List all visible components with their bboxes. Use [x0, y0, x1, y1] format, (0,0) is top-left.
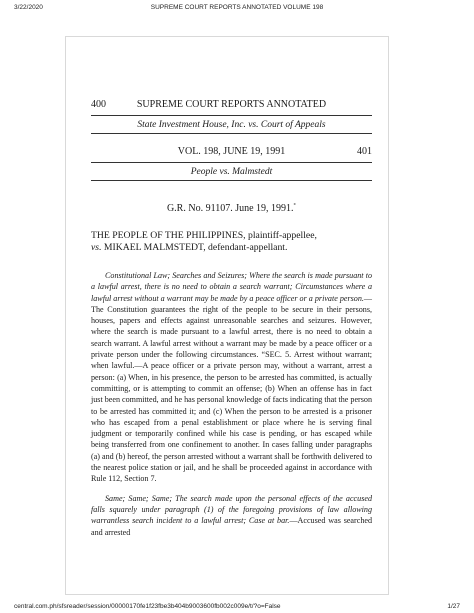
syllabus [91, 270, 372, 538]
browser-footer [0, 601, 474, 613]
print-date: 3/22/2020 [14, 4, 43, 11]
page-url: central.com.ph/sfsreader/session/00000170fe1f23fbe3b404b9003600fb002c009e/t/?o=False [14, 603, 281, 610]
footnote-mark[interactable]: * [293, 203, 297, 209]
document-page [65, 36, 389, 595]
syllabus-headnote: Same; Same; Same; The search made upon the personal effects of the accused falls squarely under paragraph (1) of the foregoing provisions of law allowing warrantless search incident to a lawful arrest; Case at bar. [91, 493, 372, 526]
syllabus-paragraph [91, 493, 372, 538]
defendant-name: MIKAEL MALMSTEDT, defendant-appellant. [101, 242, 288, 253]
reporter-title: SUPREME COURT REPORTS ANNOTATED [136, 99, 327, 110]
previous-case-subtitle: State Investment House, Inc. vs. Court of Appeals [137, 120, 326, 130]
syllabus-body: —Accused was searched and arrested [91, 516, 373, 537]
running-head-current [91, 146, 372, 159]
divider [91, 180, 372, 181]
previous-page-number: 400 [91, 99, 106, 110]
page-indicator: 1/27 [447, 603, 460, 610]
syllabus-headnote: Constitutional Law; Searches and Seizures; Where the search is made pursuant to a lawful arrest, there is no need to obtain a search warrant; Circumstances where a lawful arrest without a warrant may be made by a peace officer or a private person. [91, 271, 372, 303]
syllabus-body: —The Constitution guarantees the right of the people to be secure in their persons, houses, papers and effects against unreasonable searches and seizures. However, where the search is made pursuant to a lawful arrest, there is no need to obtain a search warrant. A lawful arrest without a warrant may be made by a peace officer or a private person under the following circumstances. “SEC. 5. Arrest without warrant; when lawful.—A peace officer or a private person may, without a warrant, arrest a person: (a) When, in his presence, the person to be arrested has committed, is actually committing, or is attempting to commit an offense; (b) When an offense has in fact just been committed, and he has personal knowledge of facts indicating that the person to be arrested has committed it; and (c) When the person to be arrested is a prisoner who has escaped from a penal establishment or place where he is serving final judgment or temporarily confined while his case is pending, or has escaped while being transferred from one confinement to another. In cases falling under paragraphs (a) and (b) hereof, the person arrested without a warrant shall be forthwith delivered to the nearest police station or jail, and he shall be proceeded against in accordance with Rule 112, Section 7. [91, 293, 372, 484]
case-number [91, 203, 372, 214]
running-head-previous [91, 99, 372, 112]
case-parties [91, 230, 372, 254]
case-number-text: G.R. No. 91107. June 19, 1991. [166, 203, 294, 214]
versus: vs. [91, 242, 102, 253]
current-page-number: 401 [357, 146, 372, 157]
page-content [91, 99, 372, 546]
defendant-line [91, 242, 372, 254]
volume-date: VOL. 198, JUNE 19, 1991 [177, 146, 286, 157]
plaintiff-line: THE PEOPLE OF THE PHILIPPINES, plaintiff-appellee, [91, 230, 317, 241]
syllabus-paragraph [91, 270, 372, 485]
current-case-subtitle: People vs. Malmstedt [190, 167, 273, 177]
browser-header [0, 0, 474, 12]
divider [91, 115, 372, 116]
divider [91, 162, 372, 163]
print-title: SUPREME COURT REPORTS ANNOTATED VOLUME 198 [150, 4, 324, 11]
